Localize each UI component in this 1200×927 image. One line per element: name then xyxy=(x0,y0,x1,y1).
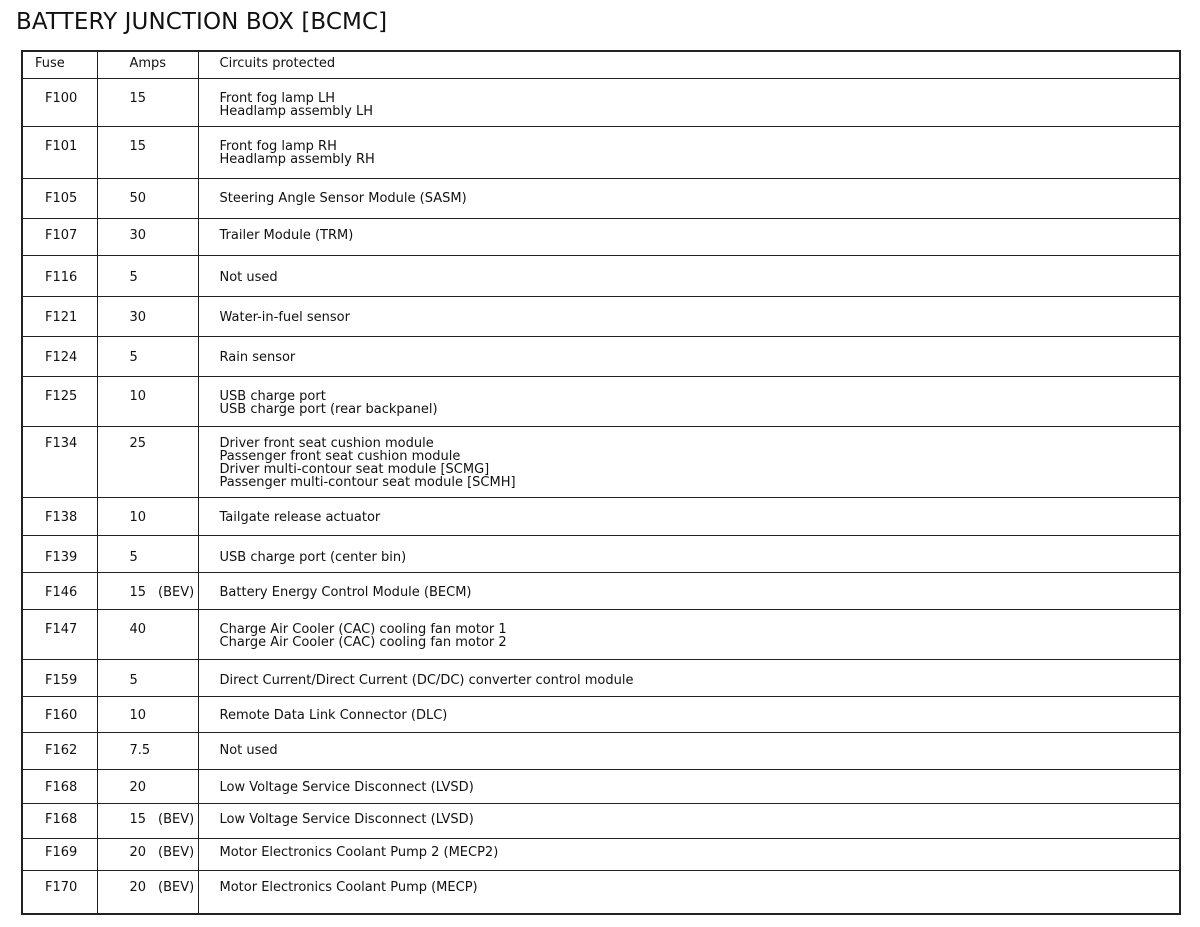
table-row xyxy=(23,178,1179,218)
amps-value: 25 xyxy=(129,435,147,451)
amps-cell xyxy=(97,426,198,497)
table-row xyxy=(23,838,1179,870)
circuit-line: Motor Electronics Coolant Pump (MECP) xyxy=(219,879,478,895)
circuits-cell xyxy=(198,838,1179,870)
fuse-cell: F168 xyxy=(23,769,97,803)
fuse-cell: F170 xyxy=(45,879,78,895)
amps-value: 7.5 xyxy=(129,742,151,758)
fuse-cell: F134 xyxy=(23,426,97,497)
fuse-cell: F159 xyxy=(23,659,97,696)
circuit-line: USB charge port (rear backpanel) xyxy=(219,401,438,417)
circuits-cell xyxy=(198,497,1179,535)
amps-note: (BEV) xyxy=(158,844,195,860)
circuits-cell xyxy=(198,535,1179,572)
amps-cell xyxy=(97,838,198,870)
circuit-line: Steering Angle Sensor Module (SASM) xyxy=(219,190,467,206)
table-row xyxy=(23,336,1179,376)
fuse-cell: F162 xyxy=(23,732,97,769)
circuits-cell xyxy=(198,255,1179,296)
amps-value: 15 xyxy=(129,584,147,600)
amps-value: 10 xyxy=(129,707,147,723)
table-row xyxy=(23,296,1179,336)
table-row xyxy=(23,732,1179,769)
amps-cell xyxy=(97,178,198,218)
circuits-cell xyxy=(198,803,1179,838)
circuit-line: Water-in-fuel sensor xyxy=(219,309,350,325)
circuits-cell xyxy=(198,178,1179,218)
amps-cell xyxy=(97,376,198,426)
fuse-cell: F101 xyxy=(23,126,97,178)
table-row xyxy=(23,769,1179,803)
amps-value: 20 xyxy=(129,844,147,860)
circuit-line: Direct Current/Direct Current (DC/DC) converter control module xyxy=(219,672,634,688)
amps-cell xyxy=(97,659,198,696)
circuit-line: Front fog lamp RH xyxy=(219,138,337,154)
amps-value: 20 xyxy=(129,879,147,895)
fuse-cell: F125 xyxy=(23,376,97,426)
circuit-line: Passenger front seat cushion module xyxy=(219,448,461,464)
circuits-cell xyxy=(198,659,1179,696)
circuit-line: Rain sensor xyxy=(219,349,296,365)
fuse-cell: F168 xyxy=(23,803,97,838)
amps-cell xyxy=(97,336,198,376)
circuit-line: Low Voltage Service Disconnect (LVSD) xyxy=(219,779,474,795)
amps-cell xyxy=(97,769,198,803)
circuit-line: Remote Data Link Connector (DLC) xyxy=(219,707,448,723)
amps-note: (BEV) xyxy=(158,584,195,600)
table-row xyxy=(23,609,1179,659)
header-circuits: Circuits protected xyxy=(198,52,1179,78)
amps-value: 20 xyxy=(129,779,147,795)
fuse-cell: F116 xyxy=(23,255,97,296)
circuit-line: Passenger multi-contour seat module [SCMH] xyxy=(219,474,516,490)
table-row xyxy=(23,870,1179,913)
amps-cell xyxy=(97,732,198,769)
amps-cell xyxy=(97,255,198,296)
amps-value: 5 xyxy=(129,349,138,365)
page-title: BATTERY JUNCTION BOX [BCMC] xyxy=(16,9,388,35)
circuits-cell xyxy=(198,78,1179,126)
circuit-line: Not used xyxy=(219,269,278,285)
fuse-table xyxy=(21,50,1181,915)
circuit-line: Charge Air Cooler (CAC) cooling fan motor 2 xyxy=(219,634,507,650)
circuit-line: Driver multi-contour seat module [SCMG] xyxy=(219,461,490,477)
circuits-cell xyxy=(198,769,1179,803)
circuit-line: USB charge port (center bin) xyxy=(219,549,407,565)
amps-value: 40 xyxy=(129,621,147,637)
circuits-cell xyxy=(198,426,1179,497)
amps-cell xyxy=(97,126,198,178)
amps-note: (BEV) xyxy=(158,811,195,827)
amps-cell xyxy=(97,696,198,732)
table-header-row xyxy=(23,52,1179,78)
circuits-cell xyxy=(198,609,1179,659)
table-row xyxy=(23,535,1179,572)
amps-value: 5 xyxy=(129,672,138,688)
table-row xyxy=(23,376,1179,426)
fuse-cell: F138 xyxy=(23,497,97,535)
circuits-cell xyxy=(198,696,1179,732)
circuits-cell xyxy=(198,296,1179,336)
circuit-line: Front fog lamp LH xyxy=(219,90,336,106)
table-row xyxy=(23,255,1179,296)
amps-value: 10 xyxy=(129,509,147,525)
circuit-line: Tailgate release actuator xyxy=(219,509,381,525)
circuit-line: USB charge port xyxy=(219,388,326,404)
circuits-cell xyxy=(198,732,1179,769)
circuits-cell xyxy=(198,572,1179,609)
amps-cell xyxy=(97,870,198,913)
amps-value: 15 xyxy=(129,90,147,106)
table-row xyxy=(23,659,1179,696)
fuse-cell: F147 xyxy=(23,609,97,659)
table-row xyxy=(23,497,1179,535)
circuit-line: Not used xyxy=(219,742,278,758)
amps-value: 10 xyxy=(129,388,147,404)
table-row xyxy=(23,572,1179,609)
fuse-cell: F107 xyxy=(23,218,97,255)
amps-cell xyxy=(97,78,198,126)
fuse-cell: F100 xyxy=(23,78,97,126)
circuits-cell xyxy=(198,218,1179,255)
amps-value: 5 xyxy=(129,269,138,285)
fuse-cell: F105 xyxy=(23,178,97,218)
table-body xyxy=(23,78,1179,913)
table-row xyxy=(23,126,1179,178)
circuit-line: Headlamp assembly RH xyxy=(219,151,375,167)
amps-cell xyxy=(97,535,198,572)
fuse-cell: F139 xyxy=(23,535,97,572)
circuit-line: Driver front seat cushion module xyxy=(219,435,434,451)
circuit-line: Charge Air Cooler (CAC) cooling fan motor 1 xyxy=(219,621,507,637)
table-row xyxy=(23,696,1179,732)
amps-note: (BEV) xyxy=(158,879,195,895)
amps-cell xyxy=(97,803,198,838)
amps-value: 30 xyxy=(129,309,147,325)
fuse-cell: F160 xyxy=(23,696,97,732)
circuit-line: Trailer Module (TRM) xyxy=(219,227,354,243)
amps-cell xyxy=(97,497,198,535)
circuit-line: Battery Energy Control Module (BECM) xyxy=(219,584,472,600)
amps-value: 50 xyxy=(129,190,147,206)
amps-value: 15 xyxy=(129,811,147,827)
table-row xyxy=(23,218,1179,255)
circuits-cell xyxy=(198,336,1179,376)
amps-value: 30 xyxy=(129,227,147,243)
fuse-cell: F121 xyxy=(23,296,97,336)
circuits-cell xyxy=(198,126,1179,178)
fuse-cell: F146 xyxy=(23,572,97,609)
amps-cell xyxy=(97,572,198,609)
table-row xyxy=(23,803,1179,838)
circuit-line: Headlamp assembly LH xyxy=(219,103,373,119)
circuits-cell xyxy=(198,376,1179,426)
circuit-line: Low Voltage Service Disconnect (LVSD) xyxy=(219,811,474,827)
fuse-cell: F169 xyxy=(23,838,97,870)
table-row xyxy=(23,78,1179,126)
amps-value: 5 xyxy=(129,549,138,565)
header-fuse: Fuse xyxy=(23,52,97,78)
header-amps: Amps xyxy=(97,52,198,78)
fuse-cell: F124 xyxy=(23,336,97,376)
table-row xyxy=(23,426,1179,497)
amps-cell xyxy=(97,218,198,255)
circuit-line: Motor Electronics Coolant Pump 2 (MECP2) xyxy=(219,844,499,860)
amps-cell xyxy=(97,609,198,659)
circuits-cell xyxy=(198,870,1179,913)
amps-value: 15 xyxy=(129,138,147,154)
amps-cell xyxy=(97,296,198,336)
